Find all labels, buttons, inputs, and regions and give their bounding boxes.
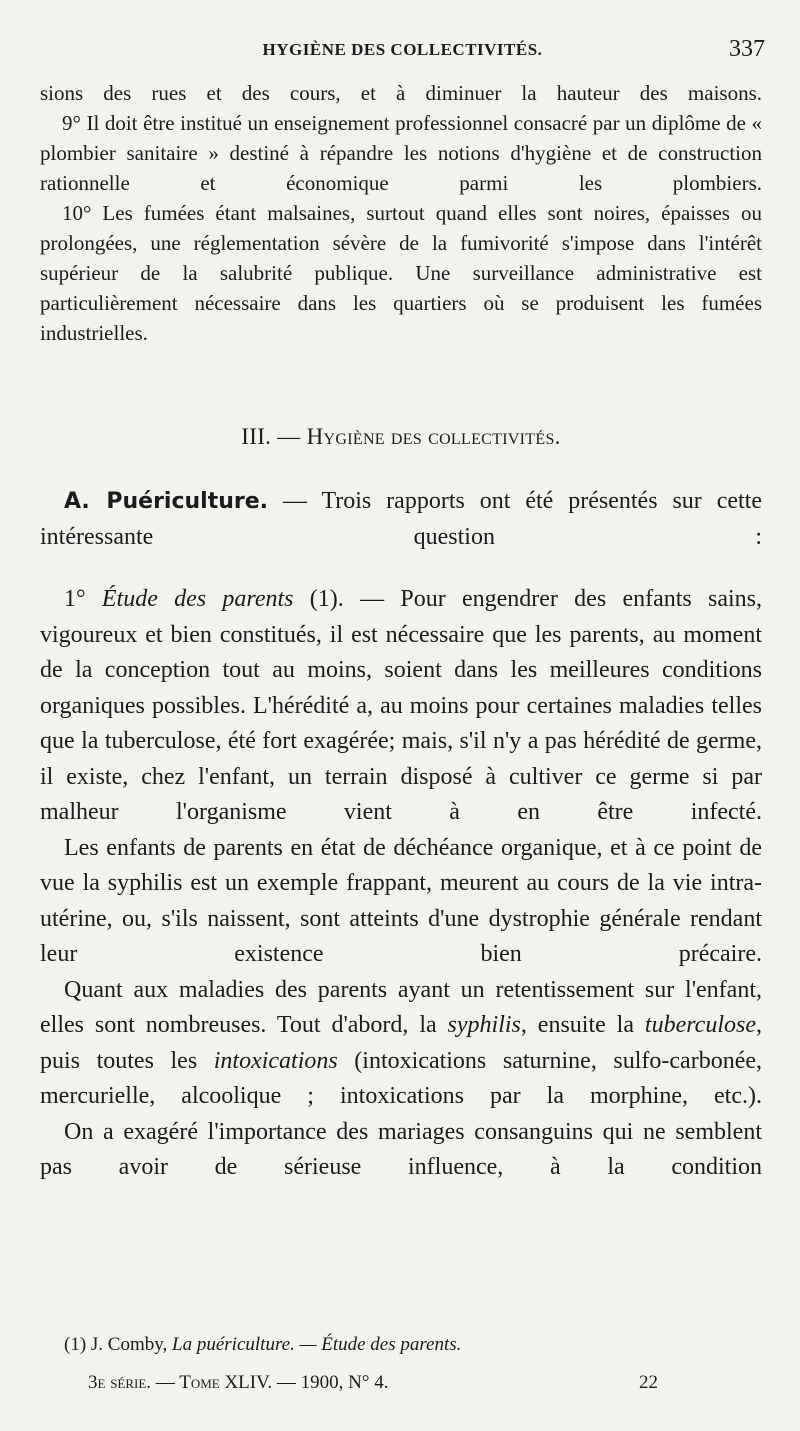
study-paragraph-1 xyxy=(40,582,762,831)
section-heading xyxy=(40,424,762,450)
footnote xyxy=(64,1334,764,1356)
printer-signature xyxy=(88,1372,658,1394)
footnote-title: La puériculture. — Étude des parents. xyxy=(172,1334,462,1355)
subsection-label: A. Puériculture. xyxy=(64,489,269,514)
study-paragraph-2: Les enfants de parents en état de déchéance organique, et à ce point de vue la syphilis est un exemple frappant, meurent au cours de la vie intra-utérine, ou, s'ils naissent, sont atteints d'une dystrophie générale rendant leur existence bien précaire. xyxy=(40,834,762,967)
footnote-ref: (1). xyxy=(293,586,344,612)
study-paragraph-4: On a exagéré l'importance des mariages consanguins qui ne semblent pas avoir de sérieuse influence, à la condition xyxy=(40,1118,762,1180)
p3-tuberculose: tuberculose xyxy=(644,1012,756,1038)
running-title: HYGIÈNE DES COLLECTIVITÉS. xyxy=(262,40,543,59)
study-title: Étude des parents xyxy=(101,586,294,612)
study-number: 1° xyxy=(64,586,86,612)
p3-text-b: , ensuite la xyxy=(520,1012,645,1038)
intro-text xyxy=(40,78,762,348)
paragraph-gap xyxy=(40,555,762,582)
subsection-text: — Trois rapports ont été présentés sur cette intéressante question : xyxy=(40,488,762,550)
p3-intoxications: intoxications xyxy=(213,1047,338,1074)
main-text xyxy=(40,484,762,1186)
section-numeral: III. — xyxy=(241,424,301,449)
p3-text-d: (intoxications saturnine, sulfo-carbonée, mercurielle, alcoolique ; intoxications par la morphine, etc.). xyxy=(40,1047,762,1109)
p3-text-a: Quant aux maladies des parents ayant un retentissement sur l'enfant, elles sont nombreuses. Tout d'abord, la xyxy=(40,976,762,1038)
p3-syphilis: syphilis xyxy=(447,1012,521,1038)
study-text-1: — Pour engendrer des enfants sains, vigoureux et bien constitués, il est nécessaire que les parents, au moment de la conception tout au moins, soient dans les meilleures conditions organiques possibles. L'hérédité a, au moins pour certaines maladies telles que la tuberculose, été fort exagérée; mais, s'il n'y a pas hérédité de germe, il existe, chez l'enfant, un terrain disposé à cultiver ce germe si par malheur l'organisme vient à en être infecté. xyxy=(40,586,763,825)
signature-text: 3e série. — Tome XLIV. — 1900, N° 4. xyxy=(88,1372,389,1393)
p3-text-c: , puis toutes les xyxy=(40,1012,762,1074)
page-number: 337 xyxy=(729,36,765,62)
paragraph-item-10: 10° Les fumées étant malsaines, surtout quand elles sont noires, épaisses ou prolongées, une réglementation sévère de la fumivorité s'impose dans l'intérêt supérieur de la salubrité publique. Une surveillance administrative est particulièrement nécessaire dans les quartiers où se produisent les fumées industrielles. xyxy=(40,201,762,345)
sheet-number: 22 xyxy=(639,1372,658,1393)
paragraph-continuation: sions des rues et des cours, et à diminuer la hauteur des maisons. xyxy=(40,81,762,105)
page-header xyxy=(40,36,765,66)
subsection-paragraph xyxy=(40,484,762,555)
study-paragraph-3 xyxy=(40,973,762,1115)
section-title: Hygiène des collectivités. xyxy=(306,424,561,449)
paragraph-item-9: 9° Il doit être institué un enseignement professionnel consacré par un diplôme de « plombier sanitaire » destiné à répandre les notions d'hygiène et de construction rationnelle et économique parmi les plombiers. xyxy=(40,111,762,195)
footnote-marker: (1) J. Comby, xyxy=(64,1334,173,1355)
